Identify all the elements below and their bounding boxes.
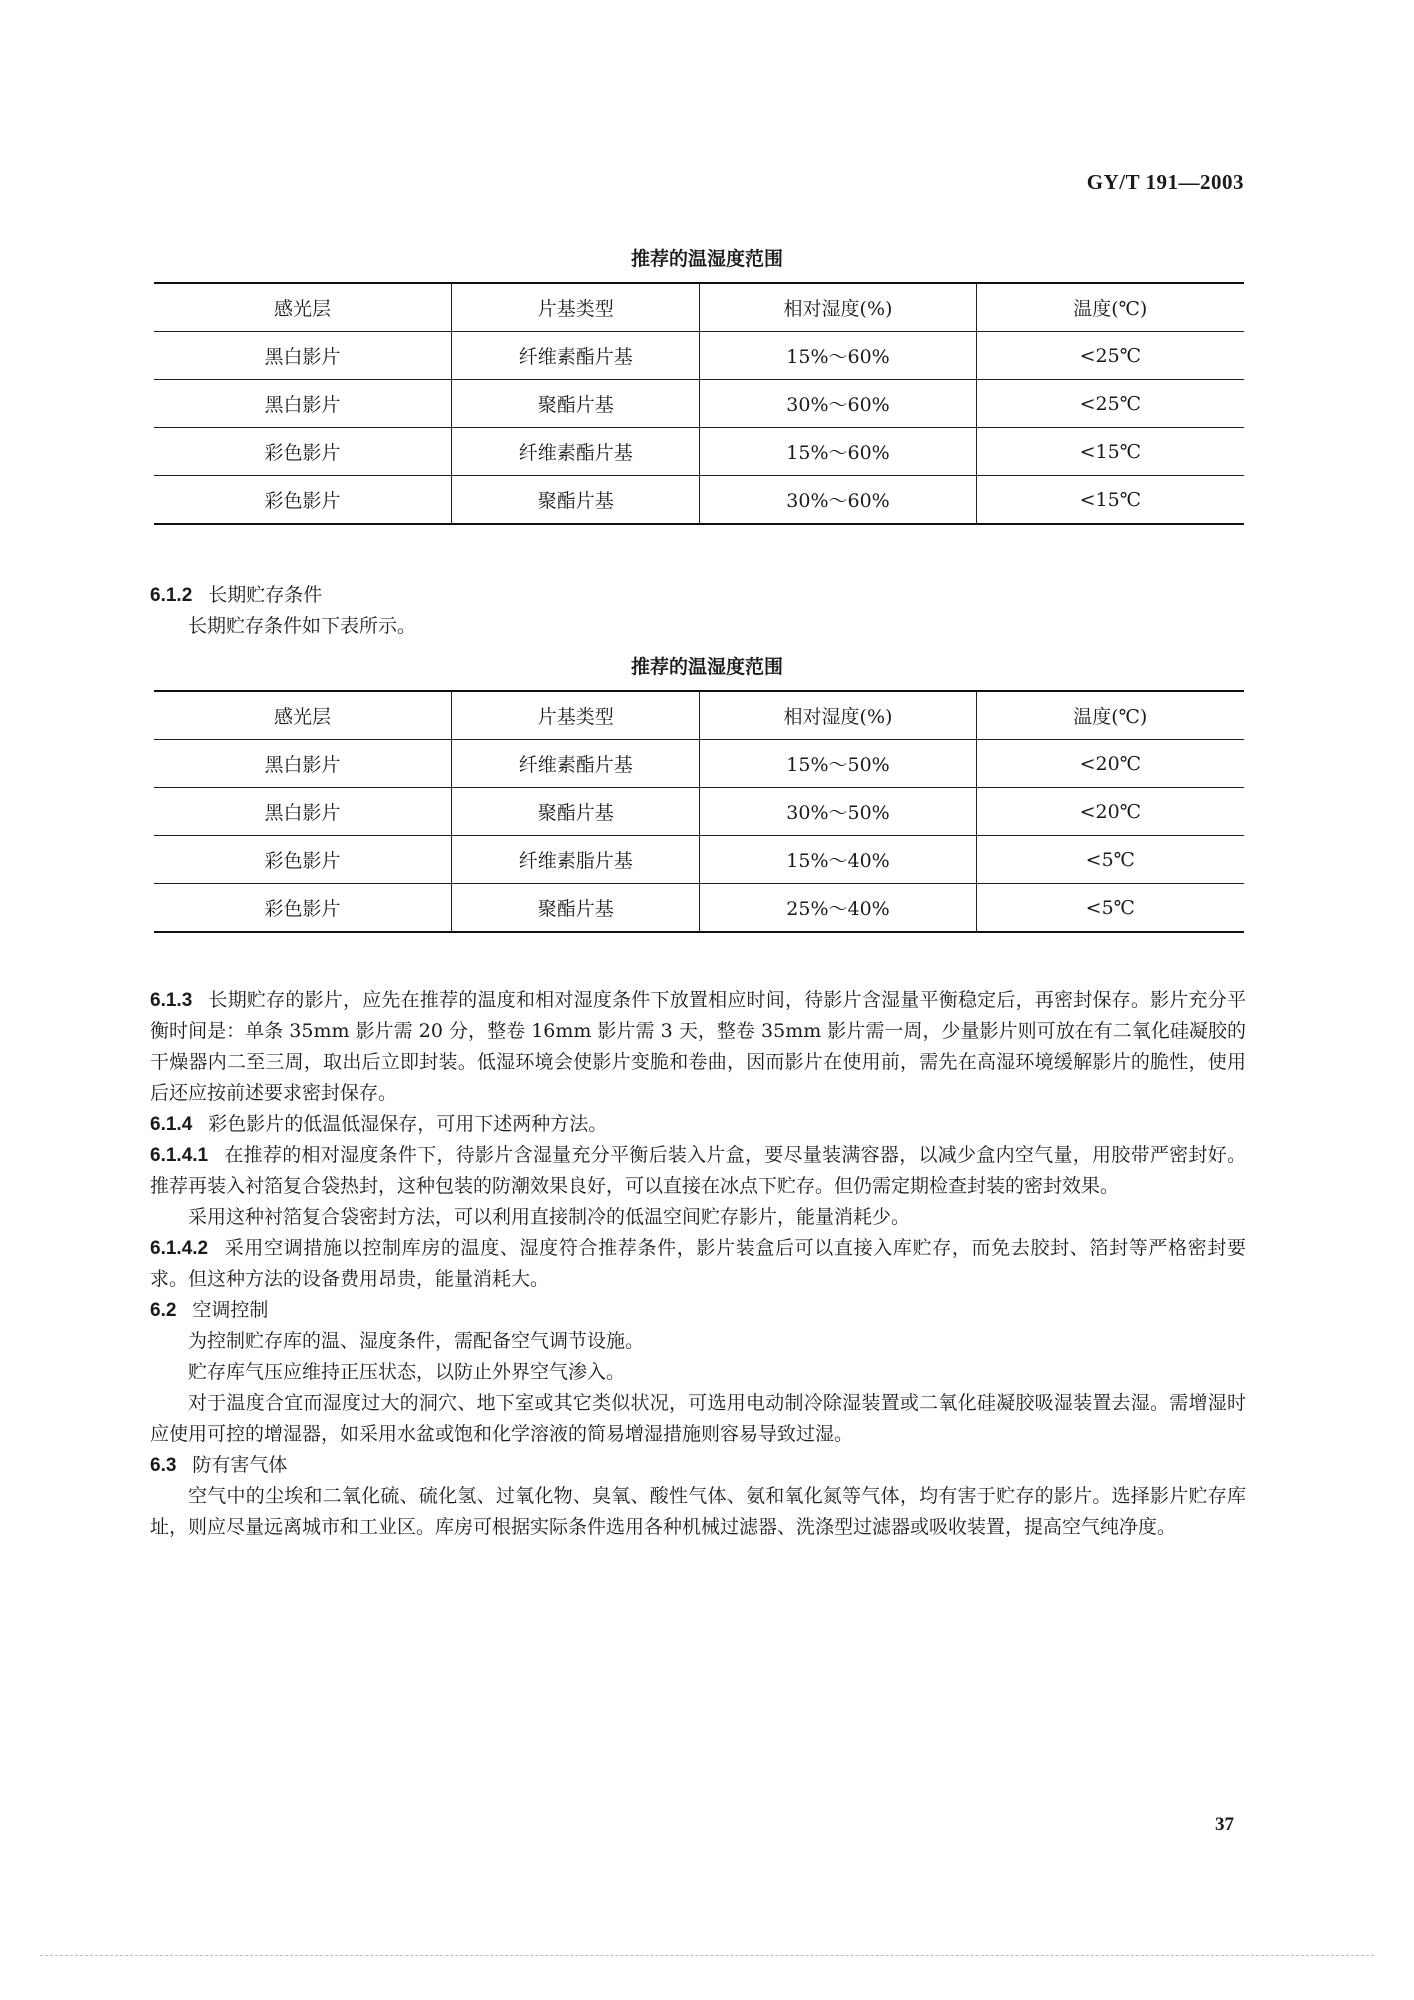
table-cell: 聚酯片基 <box>452 380 700 428</box>
section-intro: 长期贮存条件如下表所示。 <box>188 615 417 637</box>
table-row <box>154 788 1244 836</box>
paragraph-6-1-4-1-note: 采用这种衬箔复合袋密封方法，可以利用直接制冷的低温空间贮存影片，能量消耗少。 <box>188 1206 911 1228</box>
table-cell: 15%～60% <box>700 332 976 380</box>
paragraph-6-2-b: 贮存库气压应维持正压状态，以防止外界空气渗入。 <box>188 1361 626 1383</box>
table-cell: 纤维素酯片基 <box>452 332 700 380</box>
paragraph-6-3: 空气中的尘埃和二氧化硫、硫化氢、过氧化物、臭氧、酸性气体、氨和氧化氮等气体，均有害于贮存的影片。选择影片贮存库址，则应尽量远离城市和工业区。库房可根据实际条件选用各种机械过滤器、洗涤型过滤器或吸收装置，提高空气纯净度。 <box>150 1485 1246 1538</box>
section-heading-6-2 <box>150 1295 1246 1326</box>
clause-text: 长期贮存的影片，应先在推荐的温度和相对湿度条件下放置相应时间，待影片含湿量平衡稳定后，再密封保存。影片充分平衡时间是：单条 35mm 影片需 20 分，整卷 16mm 影片需 3 天，整卷 35mm 影片需一周，少量影片则可放在有二氧化硅凝胶的干燥器内二至三周，取出后立即封装。低湿环境会使影片变脆和卷曲，因而影片在使用前，需先在高湿环境缓解影片的脆性，使用后还应按前述要求密封保存。 <box>150 989 1246 1104</box>
table-cell: 聚酯片基 <box>452 884 700 933</box>
table1-header-cell: 片基类型 <box>452 283 700 332</box>
table2-header-cell: 片基类型 <box>452 691 700 740</box>
table1-caption: 推荐的温湿度范围 <box>630 248 783 270</box>
clause-number: 6.1.4.1 <box>150 1145 209 1166</box>
clause-text: 采用空调措施以控制库房的温度、湿度符合推荐条件，影片装盒后可以直接入库贮存，而免去胶封、箔封等严格密封要求。但这种方法的设备费用昂贵，能量消耗大。 <box>150 1237 1246 1290</box>
page-number: 37 <box>1215 1814 1234 1835</box>
paragraph-6-1-4 <box>150 1109 1246 1140</box>
table-cell: <5℃ <box>976 836 1244 884</box>
table1-header-cell: 温度(℃) <box>976 283 1244 332</box>
clause-number: 6.1.4.2 <box>150 1238 209 1259</box>
table-cell: 彩色影片 <box>154 884 452 933</box>
table-cell: 纤维素酯片基 <box>452 428 700 476</box>
table1 <box>154 282 1244 525</box>
section-number: 6.2 <box>150 1300 177 1321</box>
paragraph-6-2-c: 对于温度合宜而湿度过大的洞穴、地下室或其它类似状况，可选用电动制冷除湿装置或二氧化硅凝胶吸湿装置去湿。需增湿时应使用可控的增湿器，如采用水盆或饱和化学溶液的简易增湿措施则容易导致过湿。 <box>150 1392 1246 1445</box>
table2-header-cell: 温度(℃) <box>976 691 1244 740</box>
standard-code: GY/T 191—2003 <box>1086 170 1244 194</box>
table-cell: 彩色影片 <box>154 428 452 476</box>
table-cell: <15℃ <box>976 476 1244 525</box>
table-cell: 黑白影片 <box>154 740 452 788</box>
clause-number: 6.1.4 <box>150 1114 193 1135</box>
table-cell: 30%～60% <box>700 380 976 428</box>
paragraph-6-1-3 <box>150 985 1246 1109</box>
table-cell: 黑白影片 <box>154 788 452 836</box>
table-row <box>154 380 1244 428</box>
clause-number: 6.1.3 <box>150 990 193 1011</box>
table-cell: <5℃ <box>976 884 1244 933</box>
section-title: 空调控制 <box>192 1299 269 1321</box>
table1-header-cell: 感光层 <box>154 283 452 332</box>
paragraph-6-2-a: 为控制贮存库的温、湿度条件，需配备空气调节设施。 <box>188 1330 645 1352</box>
table-cell: 15%～50% <box>700 740 976 788</box>
body-text <box>150 985 1246 1543</box>
table2-header-cell: 相对湿度(%) <box>700 691 976 740</box>
table-cell: 聚酯片基 <box>452 476 700 525</box>
table-cell: <20℃ <box>976 788 1244 836</box>
table2-caption: 推荐的温湿度范围 <box>630 656 783 678</box>
paragraph-6-1-4-1 <box>150 1140 1246 1202</box>
bottom-scan-edge <box>40 1955 1374 1956</box>
clause-text: 彩色影片的低温低湿保存，可用下述两种方法。 <box>208 1113 608 1135</box>
section-title: 防有害气体 <box>192 1454 288 1476</box>
table2-header-row <box>154 691 1244 740</box>
table1-header-cell: 相对湿度(%) <box>700 283 976 332</box>
table-row <box>154 476 1244 525</box>
table-cell: <20℃ <box>976 740 1244 788</box>
section-heading-6-3 <box>150 1450 1246 1481</box>
table-cell: <25℃ <box>976 380 1244 428</box>
table-cell: 彩色影片 <box>154 476 452 525</box>
table-row <box>154 740 1244 788</box>
table-row <box>154 332 1244 380</box>
table-cell: 聚酯片基 <box>452 788 700 836</box>
table-row <box>154 836 1244 884</box>
table-row <box>154 884 1244 933</box>
section-6-1-2 <box>150 580 1246 642</box>
table-cell: 30%～50% <box>700 788 976 836</box>
section-title: 长期贮存条件 <box>208 584 323 606</box>
table2 <box>154 690 1244 933</box>
table-cell: 30%～60% <box>700 476 976 525</box>
table1-header-row <box>154 283 1244 332</box>
section-heading <box>150 580 1246 611</box>
table-cell: 纤维素酯片基 <box>452 740 700 788</box>
table-cell: 15%～40% <box>700 836 976 884</box>
table-cell: 黑白影片 <box>154 332 452 380</box>
table2-header-cell: 感光层 <box>154 691 452 740</box>
table-cell: 彩色影片 <box>154 836 452 884</box>
table-row <box>154 428 1244 476</box>
table-cell: 黑白影片 <box>154 380 452 428</box>
table-cell: <25℃ <box>976 332 1244 380</box>
paragraph-6-1-4-2 <box>150 1233 1246 1295</box>
section-number: 6.1.2 <box>150 585 193 606</box>
section-number: 6.3 <box>150 1455 177 1476</box>
clause-text: 在推荐的相对湿度条件下，待影片含湿量充分平衡后装入片盒，要尽量装满容器，以减少盒内空气量，用胶带严密封好。推荐再装入衬箔复合袋热封，这种包装的防潮效果良好，可以直接在冰点下贮存。但仍需定期检查封装的密封效果。 <box>150 1144 1246 1197</box>
table-cell: <15℃ <box>976 428 1244 476</box>
table-cell: 15%～60% <box>700 428 976 476</box>
table-cell: 纤维素脂片基 <box>452 836 700 884</box>
table-cell: 25%～40% <box>700 884 976 933</box>
